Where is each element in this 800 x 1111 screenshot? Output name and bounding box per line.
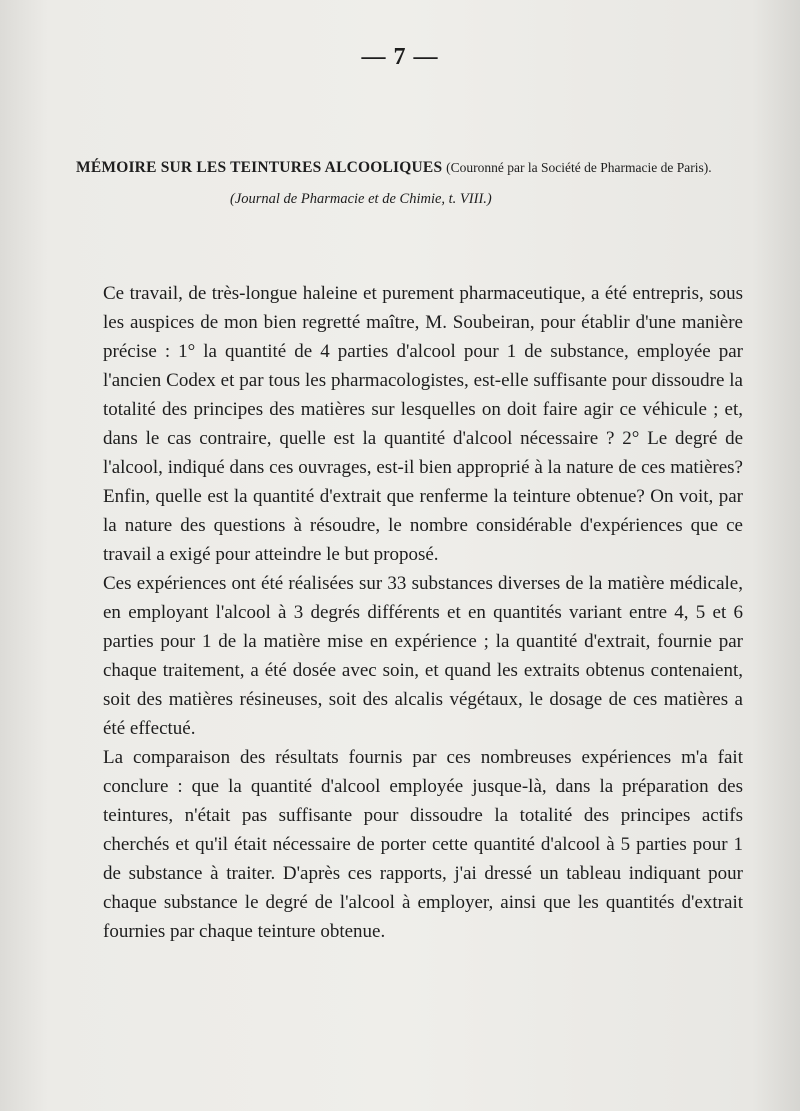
source-citation: (Journal de Pharmacie et de Chimie, t. VIII.) — [230, 191, 492, 207]
paragraph-2: Ces expériences ont été réalisées sur 33 substances diverses de la matière médicale, en employant l'alcool à 3 degrés différents et en quantités variant entre 4, 5 et 6 parties pour 1 de la matière mise en expérience ; la quantité d'extrait, fournie par chaque traitement, a été dosée avec soin, et quand les extraits obtenus contenaient, soit des matières résineuses, soit des alcalis végétaux, le dosage de ces matières a été effectué. — [103, 573, 743, 739]
paragraph-1: Ce travail, de très-longue haleine et purement pharmaceutique, a été entrepris, sous les auspices de mon bien regretté maître, M. Soubeiran, pour établir d'une manière précise : 1° la quantité de 4 parties d'alcool pour 1 de substance, employée par l'ancien Codex et par tous les pharmacologistes, est-elle suffisante pour dissoudre la totalité des principes des matières sur lesquelles on doit faire agir ce véhicule ; et, dans le cas contraire, quelle est la quantité d'alcool nécessaire ? 2° Le degré de l'alcool, indiqué dans ces ouvrages, est-il bien approprié à la nature de ces matières? Enfin, quelle est la quantité d'extrait que renferme la teinture obtenue? On voit, par la nature des questions à résoudre, le nombre considérable d'expériences que ce travail a exigé pour atteindre le but proposé. — [103, 283, 743, 565]
memoir-title: MÉMOIRE SUR LES TEINTURES ALCOOLIQUES — [76, 159, 443, 176]
paragraph-3: La comparaison des résultats fournis par ces nombreuses expériences m'a fait conclure : que la quantité d'alcool employée jusque-là, dans la préparation des teintures, n'était pas suffisante pour dissoudre la totalité des principes actifs cherchés et qu'il était nécessaire de porter cette quantité d'alcool à 5 parties pour 1 de substance à traiter. D'après ces rapports, j'ai dressé un tableau indiquant pour chaque substance le degré de l'alcool à employer, ainsi que les quantités d'extrait fournies par chaque teinture obtenue. — [103, 747, 743, 942]
award-note: (Couronné par la Société de Pharmacie de Paris). — [446, 160, 712, 175]
page-number: — 7 — — [361, 44, 439, 70]
body-text — [103, 279, 743, 946]
memoir-title-line — [76, 157, 776, 179]
